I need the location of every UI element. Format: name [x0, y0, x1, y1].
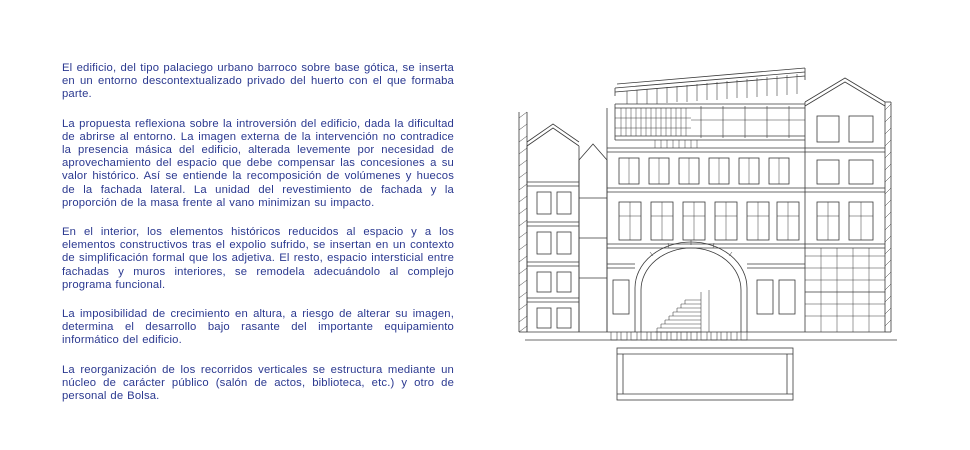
building-section-drawing [505, 40, 925, 410]
paragraph-3: En el interior, los elementos históricos reducidos al espacio y a los elementos constructivos tras el expolio sufrido, se insertan en un contexto de simplificación formal que los adjetiva. El resto, espacio intersticial entre fachadas y muros interiores, se remodela adecuándolo al complejo programa funcional. [62, 226, 454, 291]
paragraph-4: La imposibilidad de crecimiento en altura, a riesgo de alterar su imagen, determina el desarrollo bajo rasante del importante equipamiento informático del edificio. [62, 308, 454, 347]
text-column [62, 62, 454, 403]
paragraph-1: El edificio, del tipo palaciego urbano barroco sobre base gótica, se inserta en un entorno descontextualizado privado del huerto con el que formaba parte. [62, 62, 454, 101]
section-svg [505, 40, 925, 410]
paragraph-2: La propuesta reflexiona sobre la introversión del edificio, dada la dificultad de abrirse al entorno. La imagen externa de la intervención no contradice la presencia másica del edificio, alterada levemente por necesidad de aprovechamiento del espacio que debe compensar las concesiones a su valor histórico. Así se entiende la recomposición de volúmenes y huecos de la fachada lateral. La unidad del revestimiento de fachada y la proporción de la masa frente al vano minimizan su impacto. [62, 117, 454, 209]
paragraph-5: La reorganización de los recorridos verticales se estructura mediante un núcleo de carácter público (salón de actos, biblioteca, etc.) y otro de personal de Bolsa. [62, 363, 454, 403]
